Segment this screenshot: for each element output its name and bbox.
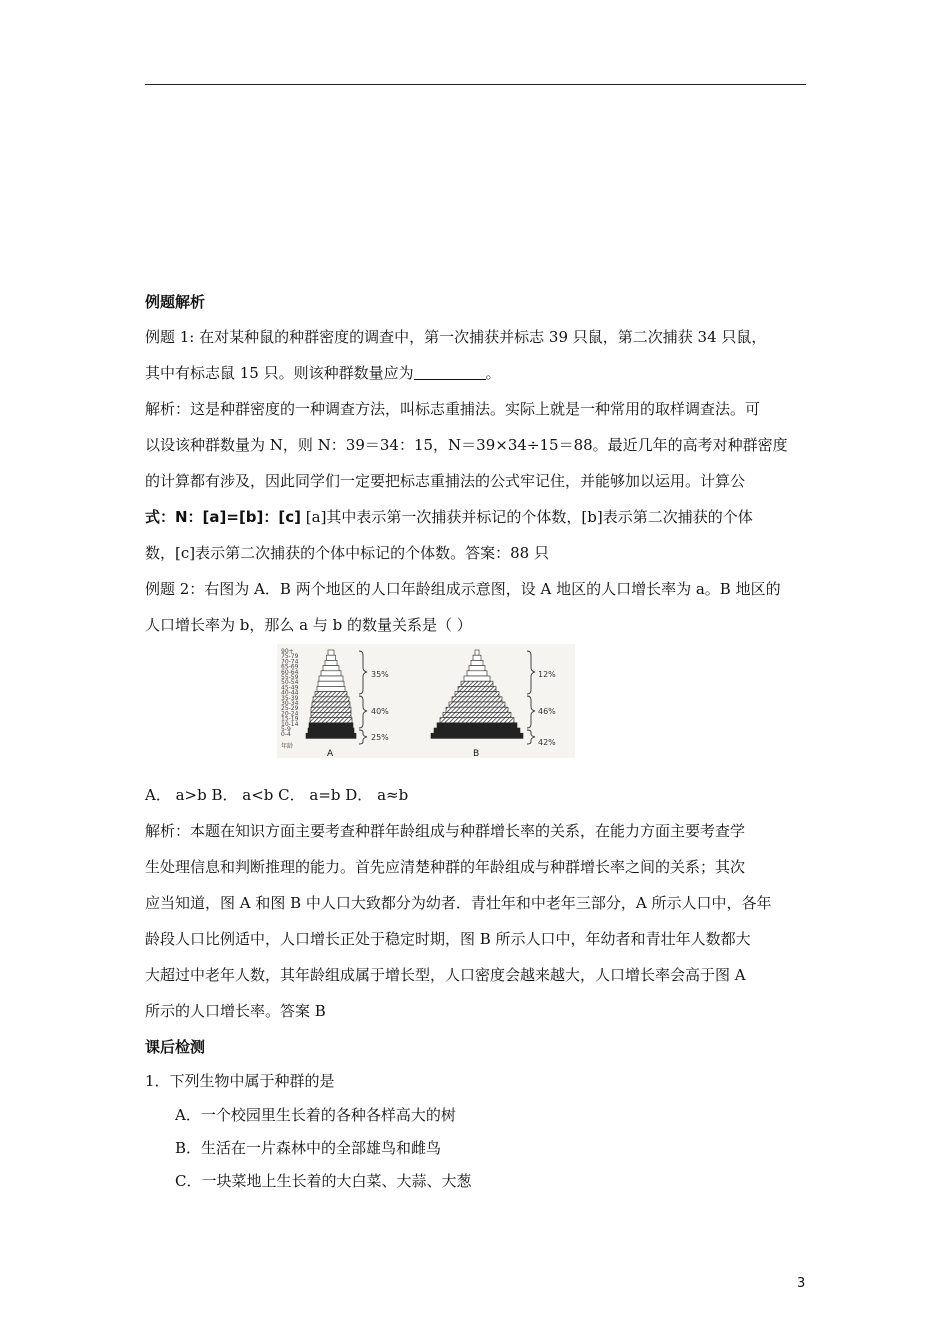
pyramid-bar [317, 686, 345, 691]
pyramid-bar [311, 707, 351, 712]
brackets-b [527, 651, 556, 747]
pyramid-bar [327, 655, 336, 660]
pyramid-bar [311, 712, 351, 717]
age-ticks [281, 648, 299, 738]
pyramid-bar [458, 686, 496, 691]
age-tick: 0-4 [281, 731, 291, 739]
pyramid-a [306, 650, 356, 738]
pyramid-bar [308, 728, 354, 733]
formula-explanation: [a]其中表示第一次捕获并标记的个体数，[b]表示第二次捕获的个体 [301, 508, 753, 526]
age-tick: 50-54 [281, 679, 299, 687]
age-tick: 75-79 [281, 653, 299, 661]
example1-question-text: 其中有标志鼠 15 只。则该种群数量应为 [145, 364, 414, 382]
a-pct-old: 35% [371, 670, 389, 679]
pyramid-bar [467, 671, 487, 676]
b-pct-old: 12% [538, 670, 556, 679]
example1-line2 [145, 363, 501, 383]
age-pyramid-figure [277, 644, 575, 758]
example2-options: A． a>b B． a<b C． a=b D． a≈b [145, 786, 409, 804]
pyramid-bar [306, 733, 356, 738]
a-pct-adult: 40% [371, 707, 389, 716]
example1-answer-line: 数，[c]表示第二次捕获的个体中标记的个体数。答案：88 只 [145, 544, 549, 562]
example2-analysis-line3: 应当知道，图 A 和图 B 中人口大致都分为幼者．青壮年和中老年三部分，A 所示人口中，各年 [145, 894, 772, 912]
example1-analysis-line1: 解析：这是种群密度的一种调查方法，叫标志重捕法。实际上就是一种常用的取样调查法。可 [145, 400, 761, 418]
age-tick: 65-69 [281, 663, 299, 671]
example2-analysis-line2: 生处理信息和判断推理的能力。首先应清楚种群的年龄组成与种群增长率之间的关系；其次 [145, 858, 746, 876]
header-rule [145, 84, 806, 85]
pyramid-bar [312, 702, 350, 707]
pyramid-bar [471, 660, 483, 665]
question-1: 1．下列生物中属于种群的是 [145, 1072, 335, 1090]
pyramid-bar [310, 718, 352, 723]
pyramid-bar [469, 666, 485, 671]
pyramid-bar [431, 733, 523, 738]
question-1-option-b: B．生活在一片森林中的全部雄鸟和雌鸟 [175, 1139, 442, 1157]
age-tick: 5-9 [281, 726, 291, 733]
brackets-a [359, 651, 389, 744]
pyramid-b [431, 650, 523, 738]
age-tick: 25-29 [281, 705, 299, 713]
pyramid-bar [461, 681, 493, 686]
pyramid-bar [452, 697, 502, 702]
pyramid-bar [464, 676, 490, 681]
example1-line1: 例题 1: 在对某种鼠的种群密度的调查中，第一次捕获并标志 39 只鼠，第二次捕获 34 只鼠， [145, 328, 767, 346]
question-1-option-a: A．一个校园里生长着的各种各样高大的树 [175, 1106, 456, 1124]
example2-line1: 例题 2：右图为 A．B 两个地区的人口年龄组成示意图，设 A 地区的人口增长率为 a。B 地区的 [145, 580, 781, 598]
age-tick: 30-34 [281, 700, 299, 707]
age-tick: 35-39 [281, 694, 299, 702]
pyramid-bar [321, 671, 341, 676]
pyramid-bar [315, 692, 347, 697]
pyramid-bar [309, 723, 353, 728]
age-tick: 60-64 [281, 668, 299, 676]
pyramid-bar [475, 650, 479, 655]
answer-blank [414, 365, 486, 380]
age-tick: 40-44 [281, 689, 299, 697]
example2-analysis-line5: 大超过中老年人数，其年龄组成属于增长型，人口密度会越来越大，人口增长率会高于图 A [145, 966, 746, 984]
example1-analysis-line3: 的计算都有涉及，因此同学们一定要把标志重捕法的公式牢记住，并能够加以运用。计算公 [145, 472, 746, 490]
b-pct-adult: 46% [538, 707, 556, 716]
example2-line2: 人口增长率为 b，那么 a 与 b 的数量关系是（ ） [145, 616, 472, 634]
pyramid-bar [318, 681, 344, 686]
pyramid-bar [440, 718, 514, 723]
pyramid-bar [449, 702, 505, 707]
pyramid-bar [455, 692, 499, 697]
b-pct-young: 42% [538, 738, 556, 747]
example2-analysis-line1: 解析：本题在知识方面主要考查种群年龄组成与种群增长率的关系，在能力方面主要考查学 [145, 822, 746, 840]
page-number: 3 [797, 1276, 806, 1291]
example1-formula-line [145, 507, 753, 527]
pyramid-bar [437, 723, 517, 728]
age-tick: 10-14 [281, 720, 299, 728]
pyramid-bar [473, 655, 481, 660]
pyramid-bar [323, 666, 339, 671]
age-tick: 90+ [281, 648, 294, 655]
age-tick: 70-74 [281, 658, 299, 666]
pyramid-bar [443, 712, 511, 717]
example2-analysis-line4: 龄段人口比例适中，人口增长正处于稳定时期，图 B 所示人口中，年幼者和青壮年人数都大 [145, 930, 751, 948]
pyramid-bar [325, 660, 337, 665]
pyramid-bar [313, 697, 349, 702]
example2-analysis-line6: 所示的人口增长率。答案 B [145, 1002, 326, 1020]
age-pyramid-svg [277, 644, 575, 758]
age-axis-label: 年龄 [281, 743, 294, 750]
pyramid-bar [434, 728, 520, 733]
age-tick: 15-19 [281, 715, 299, 723]
a-pct-young: 25% [371, 733, 389, 742]
formula: 式：N：[a]=[b]：[c] [145, 508, 302, 526]
example1-analysis-line2: 以设该种群数量为 N，则 N：39＝34：15，N＝39×34÷15＝88。最近几年的高考对种群密度 [145, 436, 788, 454]
homework-heading: 课后检测 [145, 1038, 206, 1056]
examples-heading: 例题解析 [145, 293, 206, 311]
pyramid-a-label: A [327, 749, 334, 758]
pyramid-bar [319, 676, 343, 681]
question-1-option-c: C．一块菜地上生长着的大白菜、大蒜、大葱 [175, 1172, 472, 1190]
pyramid-bar [328, 650, 334, 655]
age-tick: 45-49 [281, 684, 299, 692]
pyramid-b-label: B [473, 749, 480, 758]
age-tick: 20-24 [281, 710, 299, 718]
pyramid-bar [446, 707, 508, 712]
age-tick: 55-59 [281, 674, 299, 681]
example1-question-end: 。 [485, 364, 501, 382]
